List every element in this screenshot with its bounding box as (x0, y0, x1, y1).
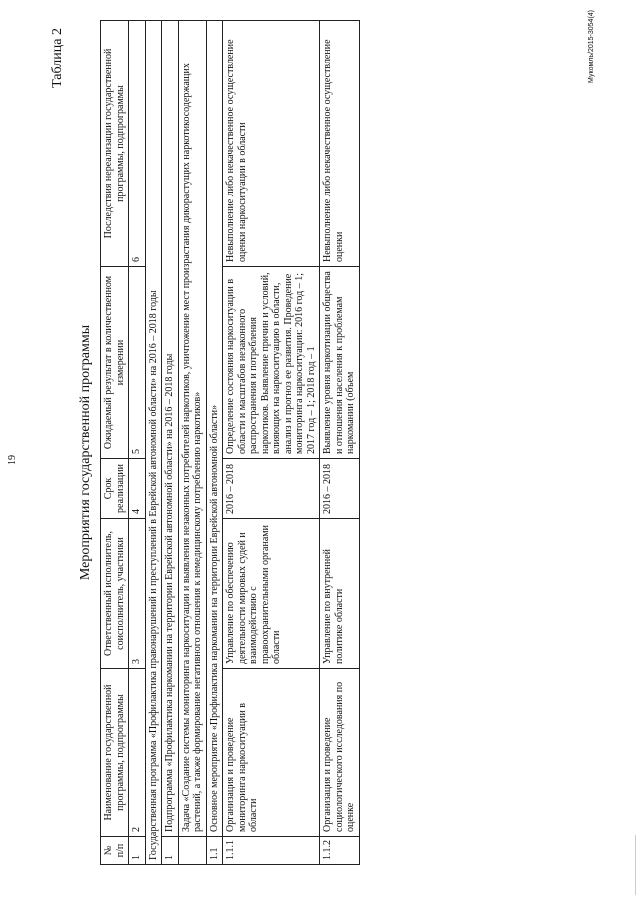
row-period: 2016 – 2018 (320, 459, 360, 519)
subprogram-row (162, 21, 179, 865)
table-row (320, 21, 360, 865)
subprogram-title: Подпрограмма «Профилактика наркомании на территории Еврейской автономной области» на 2016 – 2018 годы (162, 21, 179, 837)
row-name: Организация и проведение мониторинга наркоситуации в области (223, 669, 320, 837)
col-header-consequence: Последствия нереализации государственной программы, подпрограммы (101, 21, 129, 267)
row-result: Выявление уровня наркотизации общества и отношения населения к проблемам наркомании (объем (320, 267, 360, 459)
col-number: 3 (129, 519, 146, 669)
program-row (145, 21, 162, 865)
row-num: 1.1.1 (223, 837, 320, 865)
col-number: 5 (129, 267, 146, 459)
page-title: Мероприятия государственной программы (78, 324, 93, 581)
footer-mark: Мукомль/2015-3054(4) (588, 10, 595, 83)
col-header-executor: Ответственный исполнитель, соисполнитель, участники (101, 519, 129, 669)
row-num: 1.1.2 (320, 837, 360, 865)
col-number: 2 (129, 669, 146, 837)
col-header-result: Ожидаемый результат в количественном измерении (101, 267, 129, 459)
task-row (178, 21, 206, 865)
program-title: Государственная программа «Профилактика правонарушений и преступлений в Еврейской автономной области» на 2016 – 2018 годы (145, 21, 162, 865)
column-number-row (129, 21, 146, 865)
col-header-period: Срок реализации (101, 459, 129, 519)
main-measure-num: 1.1 (206, 837, 223, 865)
row-consequence: Невыполнение либо некачественное осуществление оценки (320, 21, 360, 267)
col-number: 6 (129, 21, 146, 267)
measures-table (100, 20, 360, 865)
col-header-name: Наименование государственной программы, подпрограммы (101, 669, 129, 837)
row-name: Организация и проведение социологического исследования по оценке (320, 669, 360, 837)
col-header-num: № п/п (101, 837, 129, 865)
task-text: Задача «Создание системы мониторинга наркоситуации и выявления незаконных потребителей наркотиков, уничтожение мест произрастания дикорастущих наркотикосодержащих растений, а также формирование негативного отношения к немедицинскому потреблению наркотиков» (178, 21, 206, 837)
subprogram-num: 1 (162, 837, 179, 865)
col-number: 1 (129, 837, 146, 865)
scan-divider (635, 835, 636, 895)
main-measure-row (206, 21, 223, 865)
table-label: Таблица 2 (50, 28, 65, 88)
table-header-row (101, 21, 129, 865)
row-result: Определение состояния наркоситуации в области и масштабов незаконного распространения и потребления наркотиков. Выявление причин и условий, влияющих на наркоситуацию в области, анализ и прогноз ее развития. Проведение мониторинга наркоситуации: 2016 год – 1; 2017 год – 1; 2018 год – 1 (223, 267, 320, 459)
table-row (223, 21, 320, 865)
page-number: 19 (7, 455, 18, 465)
task-num-cell (178, 837, 206, 865)
row-consequence: Невыполнение либо некачественное осуществление оценки наркоситуации в области (223, 21, 320, 267)
col-number: 4 (129, 459, 146, 519)
row-executor: Управление по внутренней политике области (320, 519, 360, 669)
row-period: 2016 – 2018 (223, 459, 320, 519)
row-executor: Управление по обеспечению деятельности мировых судей и взаимодействию с правоохранительными органами области (223, 519, 320, 669)
main-measure-text: Основное мероприятие «Профилактика наркомании на территории Еврейской автономной области» (206, 21, 223, 837)
